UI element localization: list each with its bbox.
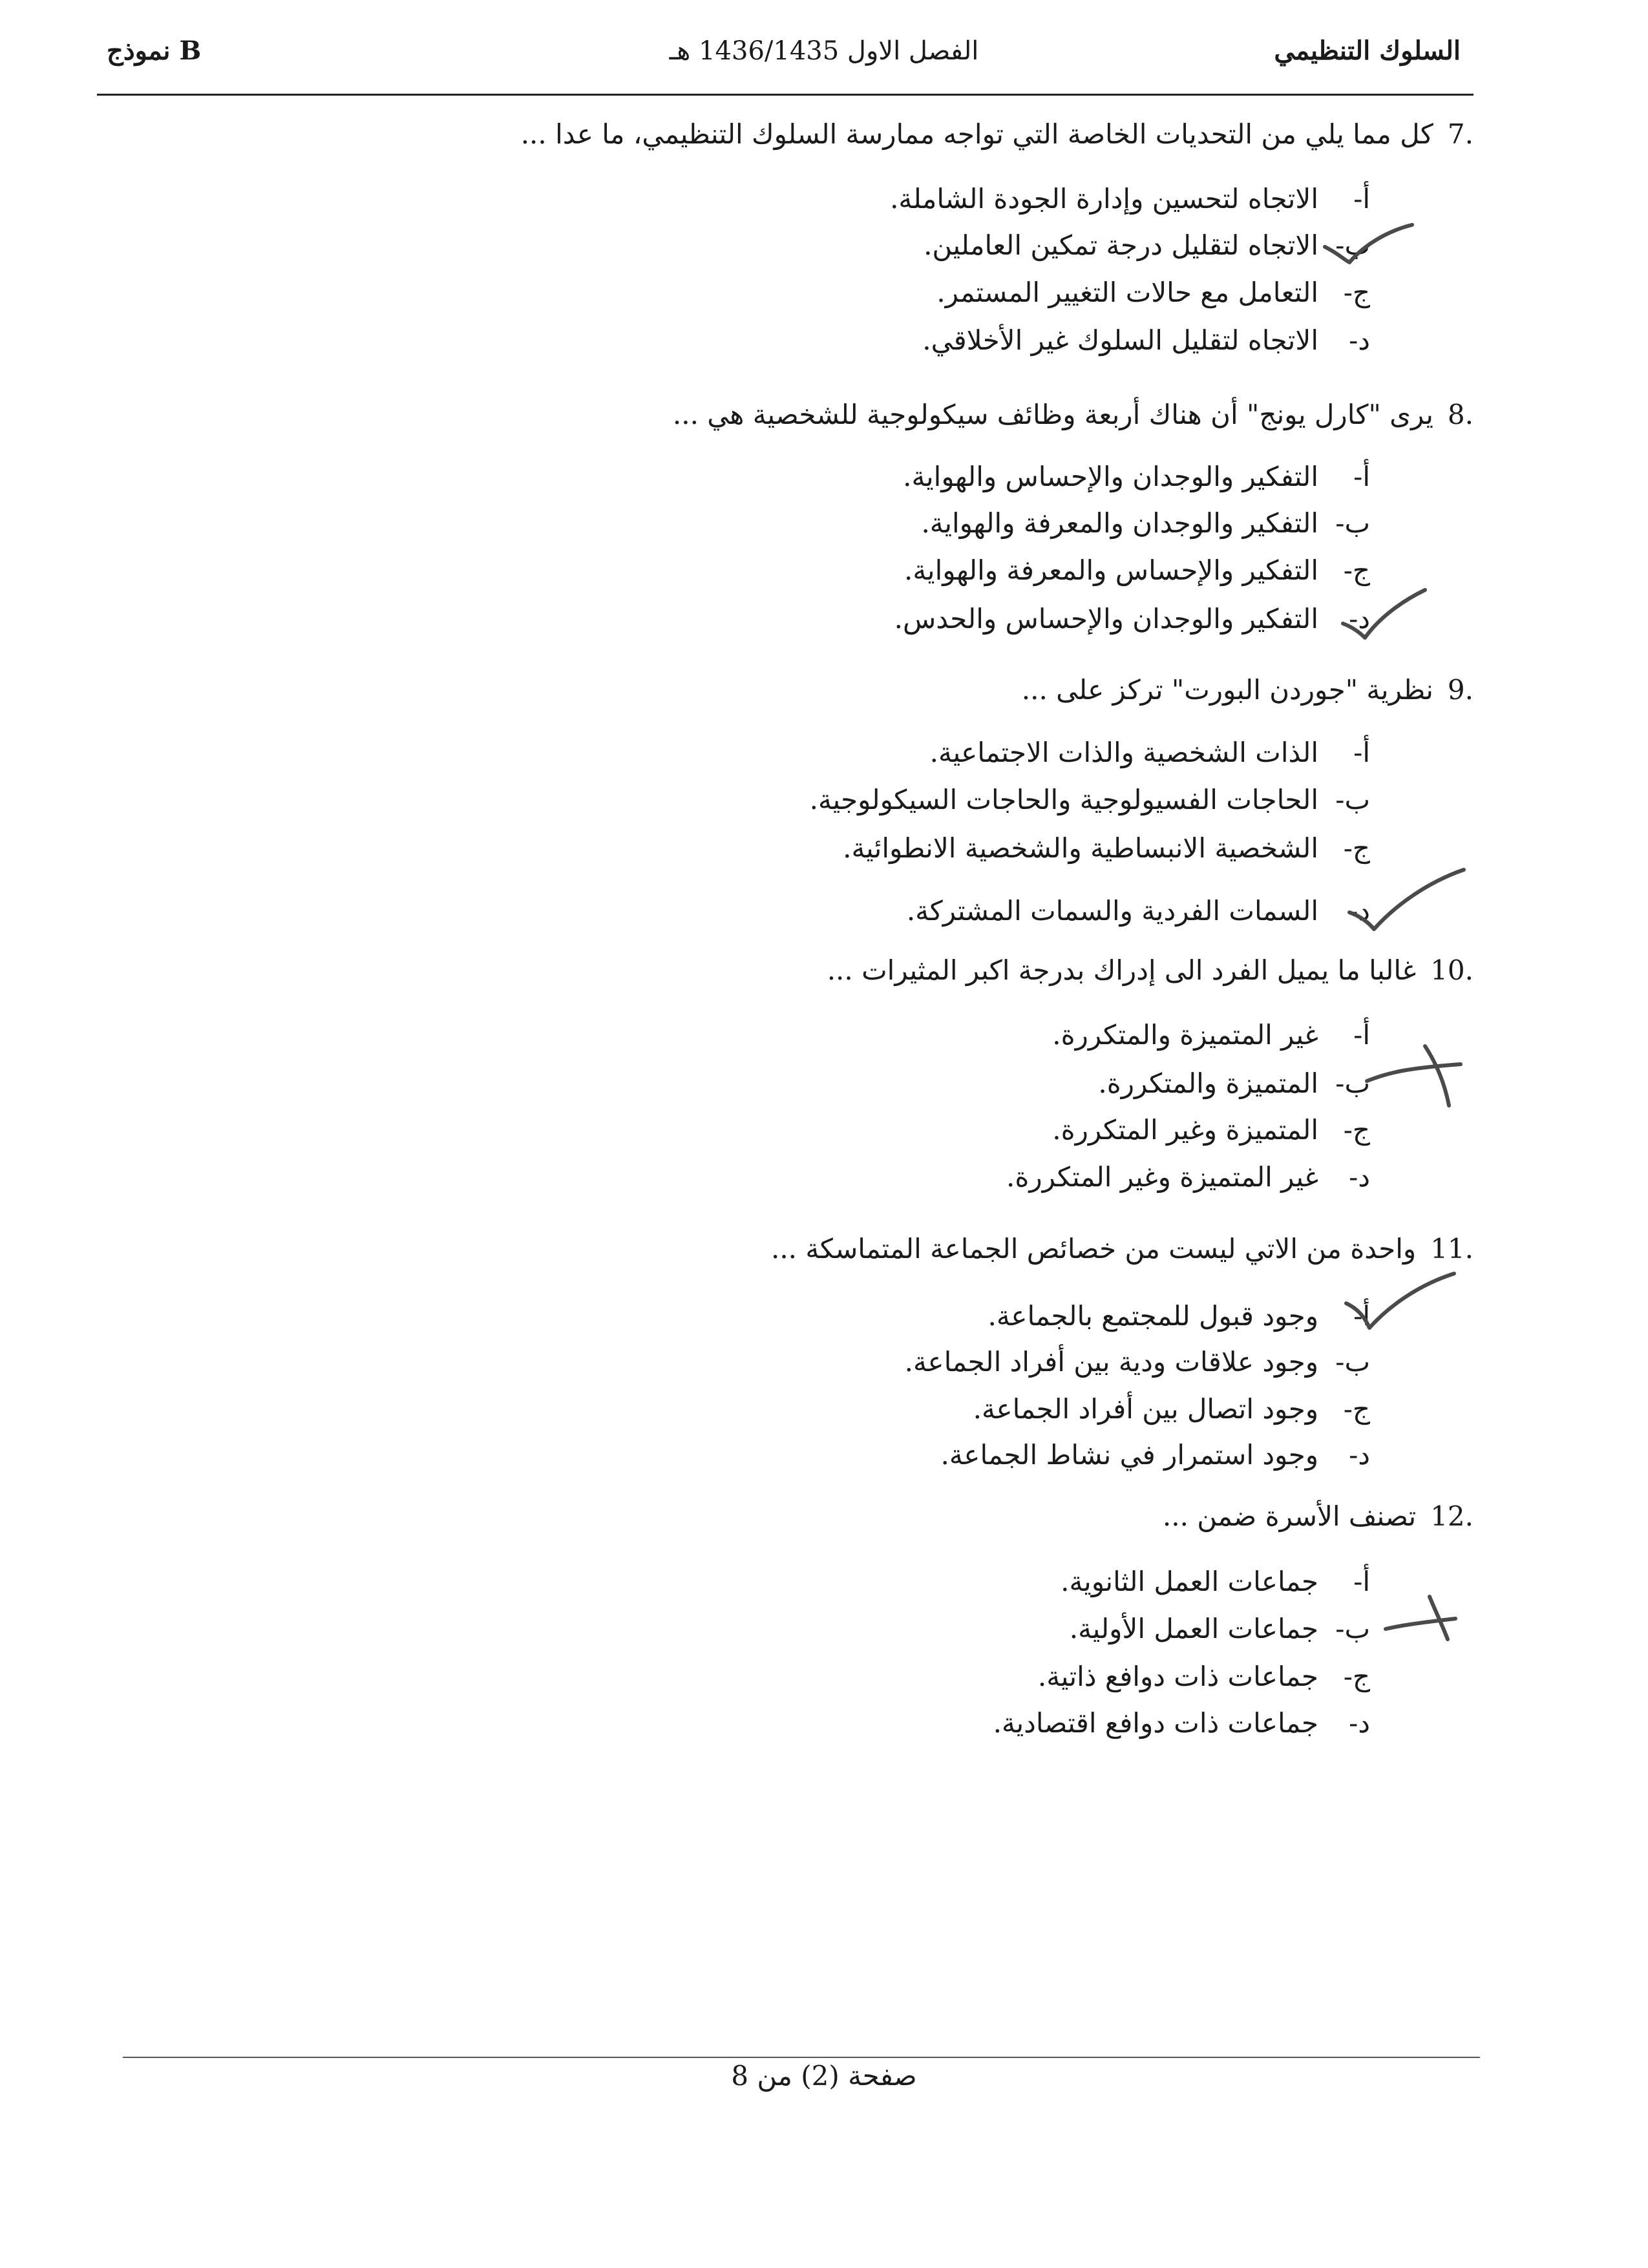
option-text: وجود استمرار في نشاط الجماعة. — [940, 1439, 1318, 1471]
check-mark-icon — [1318, 220, 1415, 271]
option-text: التعامل مع حالات التغيير المستمر. — [936, 277, 1318, 308]
question-text: غالبا ما يميل الفرد الى إدراك بدرجة اكبر المثيرات ... — [827, 954, 1417, 986]
option-text: جماعات ذات دوافع ذاتية. — [1037, 1661, 1318, 1692]
option-letter: د- — [1349, 1707, 1370, 1739]
option-letter: د- — [1349, 895, 1370, 927]
option-letter: ب- — [1335, 229, 1370, 261]
option-text: المتميزة والمتكررة. — [1098, 1067, 1318, 1099]
option-text: وجود اتصال بين أفراد الجماعة. — [973, 1393, 1318, 1425]
option-letter: أ- — [1353, 1019, 1370, 1051]
question-11 — [771, 1233, 1474, 1265]
option-11-c — [973, 1393, 1370, 1425]
option-9-d — [907, 895, 1370, 927]
option-letter: ج- — [1343, 554, 1370, 586]
option-9-a — [930, 737, 1370, 769]
question-number: .8 — [1447, 399, 1474, 430]
option-12-c — [1038, 1661, 1370, 1693]
option-letter: ج- — [1343, 832, 1370, 864]
option-text: الاتجاه لتحسين وإدارة الجودة الشاملة. — [890, 183, 1318, 215]
option-letter: أ- — [1353, 1300, 1370, 1332]
cross-mark-icon — [1364, 1044, 1467, 1108]
option-text: الذات الشخصية والذات الاجتماعية. — [929, 737, 1318, 768]
option-letter: ب- — [1335, 507, 1370, 539]
option-letter: د- — [1349, 324, 1370, 356]
model-label: نموذج B — [107, 36, 202, 66]
semester-label: الفصل الاول 1436/1435 هـ — [669, 36, 979, 66]
option-letter: أ- — [1353, 183, 1370, 215]
option-8-b — [921, 507, 1370, 540]
option-7-d — [922, 324, 1370, 357]
cross-mark-icon — [1383, 1593, 1461, 1644]
option-text: الشخصية الانبساطية والشخصية الانطوائية. — [843, 832, 1318, 864]
option-10-c — [1052, 1114, 1370, 1146]
option-letter: د- — [1349, 1161, 1370, 1193]
option-12-d — [993, 1707, 1370, 1739]
option-letter: ب- — [1335, 784, 1370, 815]
option-text: المتميزة وغير المتكررة. — [1052, 1114, 1318, 1146]
question-9 — [1022, 674, 1474, 706]
option-letter: ج- — [1343, 1393, 1370, 1425]
option-8-c — [904, 554, 1370, 587]
option-letter: ب- — [1335, 1346, 1370, 1378]
option-text: جماعات العمل الأولية. — [1069, 1613, 1318, 1644]
question-number: .9 — [1447, 674, 1474, 706]
check-mark-icon — [1344, 866, 1467, 937]
question-text: واحدة من الاتي ليست من خصائص الجماعة المتماسكة ... — [770, 1233, 1417, 1265]
question-text: كل مما يلي من التحديات الخاصة التي تواجه ممارسة السلوك التنظيمي، ما عدا ... — [520, 118, 1433, 150]
option-text: التفكير والوجدان والإحساس والهواية. — [903, 461, 1318, 492]
option-text: التفكير والوجدان والمعرفة والهواية. — [921, 507, 1318, 539]
question-7 — [521, 118, 1474, 151]
question-10 — [827, 954, 1474, 987]
question-text: تصنف الأسرة ضمن ... — [1162, 1500, 1417, 1532]
option-text: الاتجاه لتقليل درجة تمكين العاملين. — [924, 229, 1318, 261]
question-number: .7 — [1447, 118, 1474, 150]
option-11-a — [988, 1300, 1370, 1332]
question-number: .11 — [1430, 1233, 1474, 1265]
option-11-d — [941, 1439, 1370, 1471]
option-letter: ج- — [1343, 1661, 1370, 1692]
option-text: وجود قبول للمجتمع بالجماعة. — [988, 1300, 1318, 1332]
option-letter: ب- — [1335, 1613, 1370, 1644]
option-7-b — [924, 229, 1370, 262]
option-9-b — [810, 784, 1370, 816]
option-letter: ب- — [1335, 1067, 1370, 1099]
option-letter: أ- — [1353, 1566, 1370, 1597]
option-text: السمات الفردية والسمات المشتركة. — [906, 895, 1318, 927]
page-number: صفحة (2) من 8 — [731, 2060, 917, 2092]
option-text: الحاجات الفسيولوجية والحاجات السيكولوجية. — [809, 784, 1318, 815]
option-8-d — [894, 603, 1370, 635]
option-12-a — [1061, 1566, 1370, 1598]
option-text: جماعات العمل الثانوية. — [1061, 1566, 1318, 1597]
option-text: وجود علاقات ودية بين أفراد الجماعة. — [904, 1346, 1318, 1378]
footer-rule — [123, 2057, 1480, 2058]
course-title: السلوك التنظيمي — [1274, 36, 1461, 66]
question-8 — [673, 399, 1474, 431]
option-8-a — [903, 461, 1370, 493]
option-letter: د- — [1349, 603, 1370, 635]
question-12 — [1163, 1500, 1474, 1533]
check-mark-icon — [1341, 1270, 1457, 1334]
option-text: التفكير والإحساس والمعرفة والهواية. — [904, 554, 1318, 586]
option-letter: د- — [1349, 1439, 1370, 1471]
option-11-b — [905, 1346, 1370, 1378]
question-text: يرى "كارل يونج" أن هناك أربعة وظائف سيكولوجية للشخصية هي ... — [672, 399, 1433, 430]
question-number: .10 — [1430, 954, 1474, 986]
option-7-c — [936, 277, 1370, 309]
option-12-b — [1070, 1613, 1370, 1645]
check-mark-icon — [1338, 585, 1428, 643]
option-letter: أ- — [1353, 737, 1370, 768]
option-text: جماعات ذات دوافع اقتصادية. — [993, 1707, 1318, 1739]
option-7-a — [890, 183, 1370, 215]
question-number: .12 — [1430, 1500, 1474, 1532]
option-text: غير المتميزة والمتكررة. — [1052, 1019, 1318, 1051]
option-text: غير المتميزة وغير المتكررة. — [1006, 1161, 1318, 1193]
option-10-d — [1006, 1161, 1370, 1193]
option-letter: ج- — [1343, 1114, 1370, 1146]
option-text: التفكير والوجدان والإحساس والحدس. — [894, 603, 1318, 635]
option-letter: أ- — [1353, 461, 1370, 492]
header-rule — [97, 94, 1474, 96]
option-10-b — [1098, 1067, 1370, 1100]
option-10-a — [1052, 1019, 1370, 1051]
option-9-c — [843, 832, 1370, 865]
question-text: نظرية "جوردن البورت" تركز على ... — [1021, 674, 1433, 706]
option-text: الاتجاه لتقليل السلوك غير الأخلاقي. — [922, 324, 1318, 356]
option-letter: ج- — [1343, 277, 1370, 308]
